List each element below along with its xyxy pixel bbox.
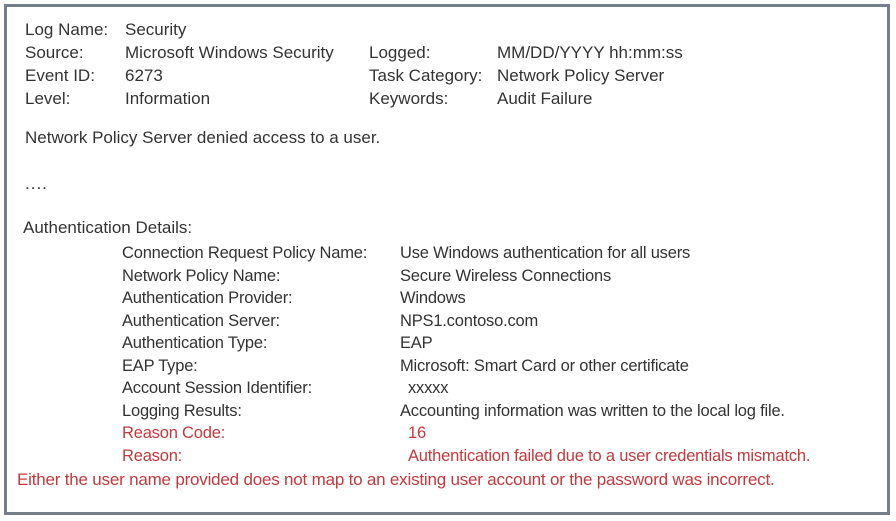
level-label: Level: — [25, 89, 71, 108]
error-explanation-note: Either the user name provided does not map to an existing user account or the password was incorrect. — [17, 470, 775, 489]
truncation-ellipsis: .... — [25, 174, 48, 193]
event-record-frame — [4, 4, 890, 515]
task-category-value: Network Policy Server — [497, 66, 665, 85]
detail-value: EAP — [400, 334, 433, 352]
detail-value: xxxxx — [408, 379, 449, 397]
logged-value: MM/DD/YYYY hh:mm:ss — [497, 43, 683, 62]
event-id-label: Event ID: — [25, 66, 95, 85]
detail-value: Windows — [400, 289, 466, 307]
reason-code-label: Reason Code: — [122, 424, 226, 442]
log-name-value: Security — [125, 20, 187, 39]
detail-value: NPS1.contoso.com — [400, 311, 539, 330]
detail-value: Secure Wireless Connections — [400, 266, 612, 285]
reason-value: Authentication failed due to a user credentials mismatch. — [408, 446, 811, 465]
keywords-label: Keywords: — [369, 89, 449, 108]
auth-details-table — [25, 242, 887, 467]
detail-label: Authentication Server: — [122, 311, 280, 330]
detail-label: Authentication Type: — [122, 334, 268, 352]
detail-label: Connection Request Policy Name: — [122, 244, 368, 262]
source-label: Source: — [25, 43, 84, 62]
event-record-content — [7, 7, 887, 491]
source-value: Microsoft Windows Security — [125, 43, 334, 62]
reason-code-value: 16 — [408, 424, 426, 442]
event-id-value: 6273 — [125, 66, 163, 85]
reason-label: Reason: — [122, 446, 183, 465]
keywords-value: Audit Failure — [497, 89, 593, 108]
level-value: Information — [125, 89, 211, 108]
detail-label: Account Session Identifier: — [122, 379, 312, 397]
detail-label: Logging Results: — [122, 401, 242, 420]
logged-label: Logged: — [369, 43, 431, 62]
detail-value: Use Windows authentication for all users — [400, 244, 691, 262]
detail-label: EAP Type: — [122, 356, 198, 375]
event-description: Network Policy Server denied access to a user. — [25, 128, 381, 147]
detail-label: Network Policy Name: — [122, 266, 281, 285]
auth-details-title: Authentication Details: — [23, 218, 193, 237]
event-header — [25, 18, 887, 110]
detail-label: Authentication Provider: — [122, 289, 293, 307]
task-category-label: Task Category: — [369, 66, 483, 85]
log-name-label: Log Name: — [25, 20, 109, 39]
detail-value: Accounting information was written to the local log file. — [400, 401, 785, 420]
detail-value: Microsoft: Smart Card or other certificate — [400, 356, 689, 375]
